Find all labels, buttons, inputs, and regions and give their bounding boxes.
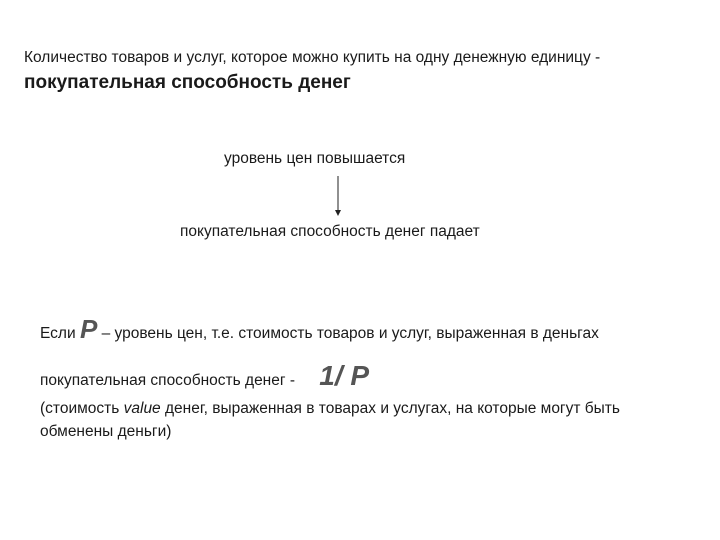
paren-start: (стоимость	[40, 400, 124, 417]
if-word: Если	[40, 325, 80, 342]
price-symbol: P	[79, 314, 98, 344]
dash: –	[97, 325, 115, 342]
formula: 1/ P	[319, 360, 370, 391]
definition-text: Количество товаров и услуг, которое можно купить на одну денежную единицу -	[24, 49, 601, 66]
purchasing-power-label: покупательная способность денег -	[40, 372, 300, 389]
purchasing-power-formula	[40, 355, 680, 397]
definition	[24, 46, 684, 98]
down-arrow-icon	[332, 176, 344, 216]
price-level-rises: уровень цен повышается	[224, 150, 406, 167]
definition-term: покупательная способность денег	[24, 72, 351, 94]
price-level-definition	[40, 310, 680, 349]
paren-end: денег, выраженная в товарах и услугах, на которые могут быть обменены деньги)	[40, 400, 620, 441]
purchasing-power-falls: покупательная способность денег падает	[180, 223, 480, 240]
definition-note	[40, 310, 680, 444]
value-explanation	[40, 397, 680, 444]
price-level-text: уровень цен, т.е. стоимость товаров и услуг, выраженная в деньгах	[114, 325, 599, 342]
value-word: value	[123, 400, 161, 417]
